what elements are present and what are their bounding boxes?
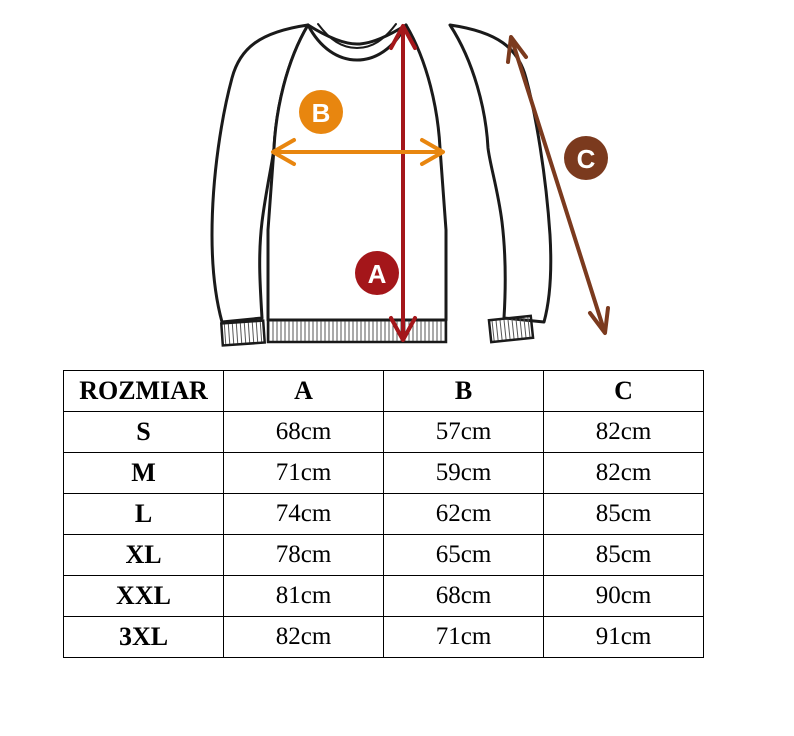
header-a: A	[224, 371, 384, 412]
table-row	[64, 535, 704, 576]
value-a-cell: 68cm	[224, 412, 384, 453]
waistband	[268, 320, 446, 342]
value-a-cell: 78cm	[224, 535, 384, 576]
value-c-cell: 85cm	[544, 535, 704, 576]
value-b-cell: 65cm	[384, 535, 544, 576]
value-c-cell: 82cm	[544, 453, 704, 494]
size-cell: L	[64, 494, 224, 535]
value-c-cell: 91cm	[544, 617, 704, 658]
header-size: ROZMIAR	[64, 371, 224, 412]
value-b-cell: 59cm	[384, 453, 544, 494]
size-cell: XXL	[64, 576, 224, 617]
table-row	[64, 617, 704, 658]
badge-c-label: C	[576, 144, 596, 174]
value-a-cell: 81cm	[224, 576, 384, 617]
badge-a-label: A	[367, 259, 387, 289]
left-cuff	[221, 321, 264, 346]
value-b-cell: 71cm	[384, 617, 544, 658]
value-c-cell: 85cm	[544, 494, 704, 535]
table-header-row	[64, 371, 704, 412]
size-cell: M	[64, 453, 224, 494]
size-cell: XL	[64, 535, 224, 576]
badge-b-label: B	[311, 98, 331, 128]
size-table	[63, 370, 704, 658]
value-b-cell: 68cm	[384, 576, 544, 617]
value-c-cell: 90cm	[544, 576, 704, 617]
value-b-cell: 62cm	[384, 494, 544, 535]
header-b: B	[384, 371, 544, 412]
size-cell: S	[64, 412, 224, 453]
size-cell: 3XL	[64, 617, 224, 658]
header-c: C	[544, 371, 704, 412]
sweatshirt-diagram	[0, 0, 794, 360]
table-row	[64, 576, 704, 617]
table-row	[64, 412, 704, 453]
table-row	[64, 494, 704, 535]
value-a-cell: 74cm	[224, 494, 384, 535]
value-b-cell: 57cm	[384, 412, 544, 453]
value-a-cell: 82cm	[224, 617, 384, 658]
value-a-cell: 71cm	[224, 453, 384, 494]
table-row	[64, 453, 704, 494]
right-cuff	[489, 316, 533, 342]
value-c-cell: 82cm	[544, 412, 704, 453]
